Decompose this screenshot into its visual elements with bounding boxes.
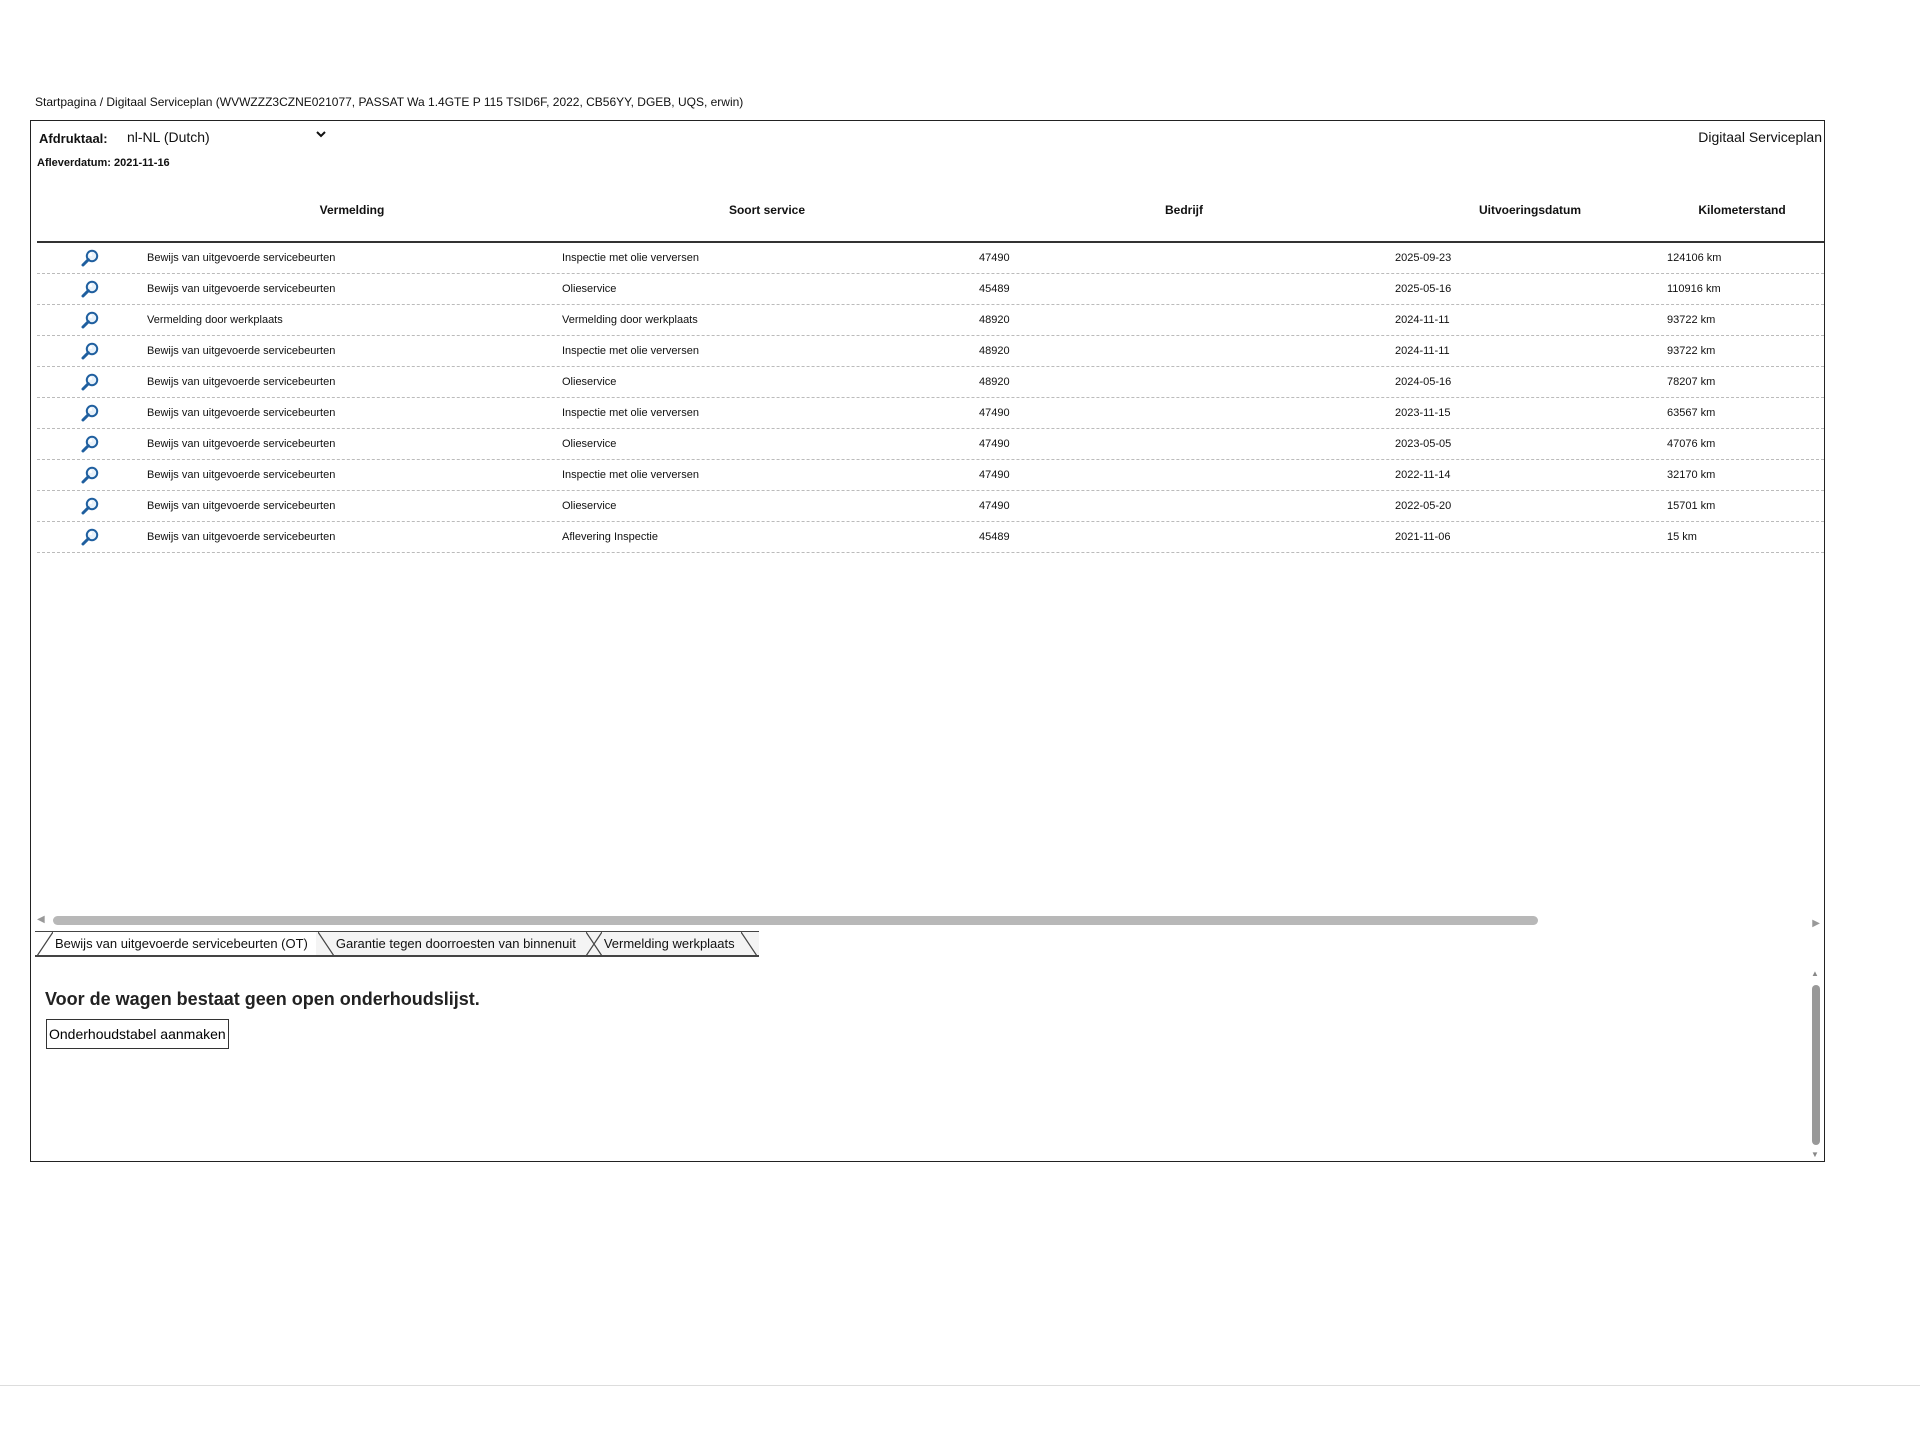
cell-uitvoeringsdatum: 2023-11-15 <box>1395 407 1451 419</box>
language-label: Afdruktaal: <box>39 131 108 146</box>
table-row[interactable] <box>37 491 1824 522</box>
magnifier-icon[interactable] <box>37 367 142 397</box>
column-header-soort-service[interactable]: Soort service <box>728 203 806 217</box>
cell-soort-service: Olieservice <box>562 376 617 388</box>
cell-vermelding: Vermelding door werkplaats <box>147 314 283 326</box>
cell-soort-service: Olieservice <box>562 283 617 295</box>
cell-bedrijf: 47490 <box>979 438 1010 450</box>
cell-uitvoeringsdatum: 2024-11-11 <box>1395 314 1450 326</box>
vertical-scroll-thumb[interactable] <box>1812 985 1820 1145</box>
table-row[interactable] <box>37 398 1824 429</box>
scroll-left-icon[interactable]: ◀ <box>37 914 45 925</box>
cell-bedrijf: 45489 <box>979 531 1010 543</box>
service-table <box>37 181 1824 553</box>
cell-vermelding: Bewijs van uitgevoerde servicebeurten <box>147 376 336 388</box>
app-title: Digitaal Serviceplan <box>1698 129 1822 145</box>
table-header <box>37 181 1824 243</box>
cell-kilometerstand: 32170 km <box>1667 469 1716 481</box>
cell-uitvoeringsdatum: 2021-11-06 <box>1395 531 1451 543</box>
cell-kilometerstand: 15701 km <box>1667 500 1716 512</box>
column-header-bedrijf[interactable]: Bedrijf <box>1164 203 1203 217</box>
magnifier-icon[interactable] <box>37 460 142 490</box>
column-header-uitvoeringsdatum[interactable]: Uitvoeringsdatum <box>1478 203 1581 217</box>
horizontal-scroll-thumb[interactable] <box>53 916 1538 925</box>
cell-vermelding: Bewijs van uitgevoerde servicebeurten <box>147 531 336 543</box>
page-divider <box>0 1385 1920 1386</box>
cell-soort-service: Aflevering Inspectie <box>562 531 658 543</box>
cell-bedrijf: 48920 <box>979 345 1010 357</box>
cell-bedrijf: 47490 <box>979 500 1010 512</box>
cell-kilometerstand: 93722 km <box>1667 314 1716 326</box>
tab-bar <box>35 931 759 959</box>
cell-uitvoeringsdatum: 2025-05-16 <box>1395 283 1452 295</box>
language-select-value: nl-NL (Dutch) <box>127 129 210 145</box>
cell-soort-service: Inspectie met olie verversen <box>562 407 699 419</box>
scroll-right-icon[interactable]: ▶ <box>1812 918 1820 929</box>
table-row[interactable] <box>37 460 1824 491</box>
cell-kilometerstand: 47076 km <box>1667 438 1716 450</box>
cell-vermelding: Bewijs van uitgevoerde servicebeurten <box>147 252 336 264</box>
magnifier-icon[interactable] <box>37 398 142 428</box>
service-plan-panel <box>30 120 1825 1162</box>
chevron-down-icon <box>315 127 327 143</box>
cell-soort-service: Inspectie met olie verversen <box>562 345 699 357</box>
cell-uitvoeringsdatum: 2024-11-11 <box>1395 345 1450 357</box>
tab-label: Bewijs van uitgevoerde servicebeurten (OT) <box>55 936 308 951</box>
table-row[interactable] <box>37 305 1824 336</box>
cell-kilometerstand: 15 km <box>1667 531 1697 543</box>
cell-uitvoeringsdatum: 2025-09-23 <box>1395 252 1452 264</box>
magnifier-icon[interactable] <box>37 305 142 335</box>
cell-bedrijf: 45489 <box>979 283 1010 295</box>
magnifier-icon[interactable] <box>37 274 142 304</box>
table-row[interactable] <box>37 429 1824 460</box>
table-row[interactable] <box>37 367 1824 398</box>
cell-soort-service: Inspectie met olie verversen <box>562 252 699 264</box>
scroll-up-icon[interactable]: ▲ <box>1811 969 1819 978</box>
cell-bedrijf: 47490 <box>979 469 1010 481</box>
cell-uitvoeringsdatum: 2024-05-16 <box>1395 376 1452 388</box>
cell-bedrijf: 47490 <box>979 407 1010 419</box>
cell-kilometerstand: 93722 km <box>1667 345 1716 357</box>
tab-edge-icon <box>37 932 53 956</box>
create-maintenance-table-button[interactable]: Onderhoudstabel aanmaken <box>46 1019 229 1049</box>
cell-uitvoeringsdatum: 2022-05-20 <box>1395 500 1452 512</box>
magnifier-icon[interactable] <box>37 522 142 552</box>
maintenance-notice: Voor de wagen bestaat geen open onderhoudslijst. <box>45 989 480 1009</box>
table-row[interactable] <box>37 243 1824 274</box>
cell-soort-service: Olieservice <box>562 438 617 450</box>
tab-garantie-doorroesten[interactable] <box>316 931 584 957</box>
tab-edge-icon <box>586 932 602 956</box>
tab-edge-icon <box>741 932 757 956</box>
cell-vermelding: Bewijs van uitgevoerde servicebeurten <box>147 283 336 295</box>
column-header-vermelding[interactable]: Vermelding <box>319 203 385 217</box>
column-header-kilometerstand[interactable]: Kilometerstand <box>1698 203 1786 217</box>
toolbar <box>31 121 1824 155</box>
cell-uitvoeringsdatum: 2022-11-14 <box>1395 469 1451 481</box>
horizontal-scrollbar[interactable] <box>37 914 1820 928</box>
cell-soort-service: Inspectie met olie verversen <box>562 469 699 481</box>
language-select[interactable] <box>121 125 331 149</box>
magnifier-icon[interactable] <box>37 429 142 459</box>
cell-soort-service: Olieservice <box>562 500 617 512</box>
vertical-scrollbar[interactable] <box>1810 969 1822 1159</box>
table-row[interactable] <box>37 274 1824 305</box>
cell-kilometerstand: 78207 km <box>1667 376 1716 388</box>
delivery-date: Afleverdatum: 2021-11-16 <box>37 157 170 169</box>
table-body <box>37 243 1824 553</box>
tab-edge-icon <box>318 932 334 956</box>
cell-kilometerstand: 63567 km <box>1667 407 1716 419</box>
magnifier-icon[interactable] <box>37 336 142 366</box>
cell-kilometerstand: 110916 km <box>1667 283 1721 295</box>
cell-kilometerstand: 124106 km <box>1667 252 1722 264</box>
cell-uitvoeringsdatum: 2023-05-05 <box>1395 438 1452 450</box>
cell-vermelding: Bewijs van uitgevoerde servicebeurten <box>147 500 336 512</box>
tab-servicebeurten[interactable] <box>35 931 316 957</box>
cell-soort-service: Vermelding door werkplaats <box>562 314 698 326</box>
cell-bedrijf: 48920 <box>979 376 1010 388</box>
tab-label: Vermelding werkplaats <box>603 936 735 951</box>
cell-bedrijf: 47490 <box>979 252 1010 264</box>
cell-vermelding: Bewijs van uitgevoerde servicebeurten <box>147 345 336 357</box>
scroll-down-icon[interactable]: ▼ <box>1811 1150 1819 1159</box>
tab-label: Garantie tegen doorroesten van binnenuit <box>335 936 576 951</box>
cell-vermelding: Bewijs van uitgevoerde servicebeurten <box>147 407 336 419</box>
magnifier-icon[interactable] <box>37 243 142 273</box>
table-row[interactable] <box>37 522 1824 553</box>
table-row[interactable] <box>37 336 1824 367</box>
magnifier-icon[interactable] <box>37 491 142 521</box>
tab-vermelding-werkplaats[interactable] <box>584 931 759 957</box>
breadcrumb: Startpagina / Digitaal Serviceplan (WVWZZZ3CZNE021077, PASSAT Wa 1.4GTE P 115 TSID6F, 2022, CB56YY, DGEB, UQS, erwin) <box>35 95 744 109</box>
cell-bedrijf: 48920 <box>979 314 1010 326</box>
cell-vermelding: Bewijs van uitgevoerde servicebeurten <box>147 438 336 450</box>
cell-vermelding: Bewijs van uitgevoerde servicebeurten <box>147 469 336 481</box>
